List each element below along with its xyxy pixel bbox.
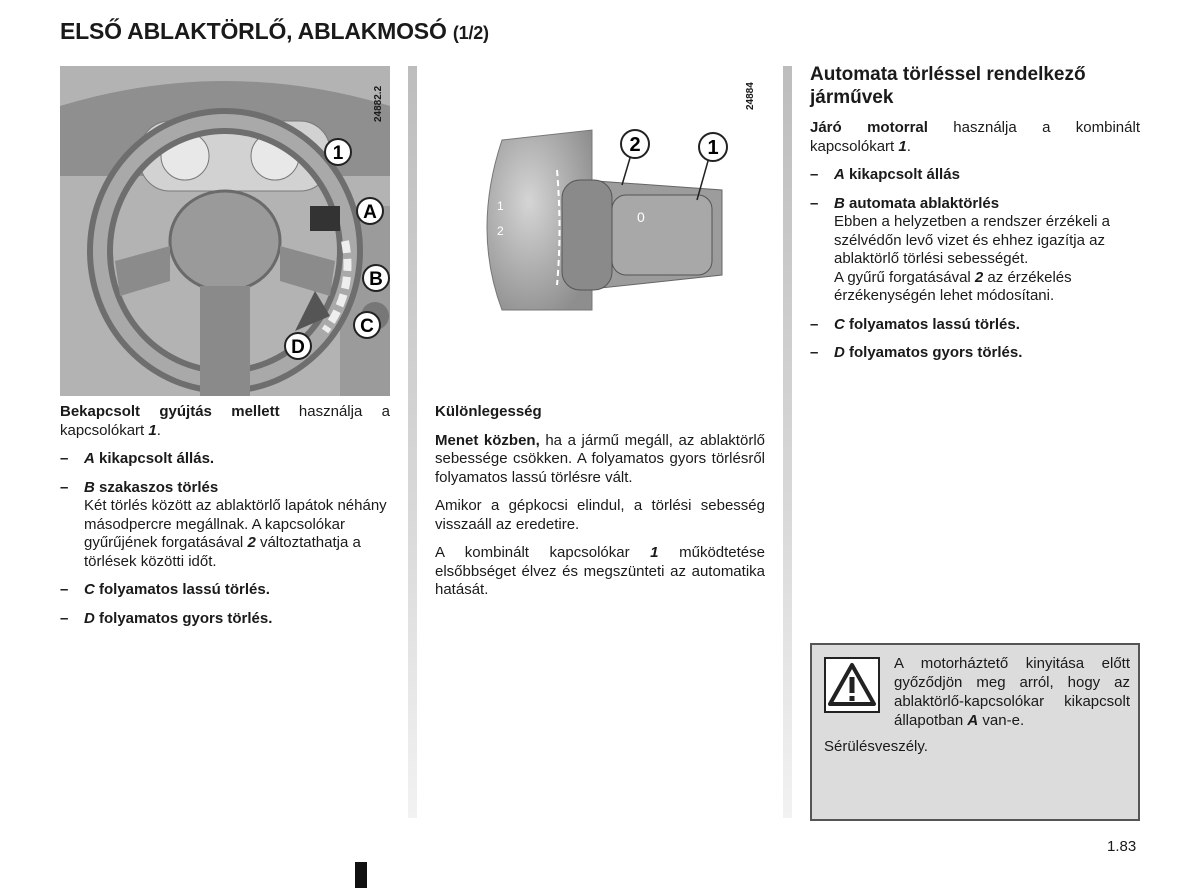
right-heading: Automata törléssel rendelkező járművek [810,64,1086,108]
stalk-mark-0: 0 [637,209,645,225]
svg-text:D: D [291,337,305,358]
wiper-stalk-illustration [432,110,752,330]
middle-p1: Menet közben, ha a jármű megáll, az ablaktörlő sebessége csökken. A folyamatos gyors törlésről folyamatos lassú törlésre vált. [435,431,765,486]
svg-text:1: 1 [332,143,344,164]
middle-heading: Különlegesség [435,403,542,420]
steering-wheel-drawing [60,66,390,396]
page-edge-marker [355,862,367,888]
svg-text:1: 1 [707,137,719,159]
figure-code-left: 24882.2 [373,85,384,122]
stalk-mark-2: 2 [497,224,504,238]
left-item-d: – D folyamatos gyors törlés. [60,609,273,627]
left-column [60,403,390,638]
right-item-b: – B automata ablaktörlés Ebben a helyzetben a rendszer érzékeli a szélvédőn levő vizet és ehhez igazítja az ablaktörlő törlési sebességét. A gyűrű forgatásával 2 az érzékelés érzékenységén lehet módosítani. [810,194,1111,304]
right-item-d: – D folyamatos gyors törlés. [810,344,1023,361]
title-main: ELSŐ ABLAKTÖRLŐ, ABLAKMOSÓ [60,18,447,44]
warning-box [810,643,1140,821]
figure-code-middle: 24884 [745,82,756,110]
left-item-a: – A kikapcsolt állás. [60,450,215,467]
right-intro: Járó motorral használja a kombinált kapcsolókart 1. [810,119,1140,155]
column-divider-right [783,66,792,818]
right-item-c: – C folyamatos lassú törlés. [810,315,1020,333]
svg-text:C: C [360,316,374,337]
left-intro: Bekapcsolt gyújtás mellett használja a kapcsolókart 1. [60,403,390,439]
warning-footer: Sérülésveszély. [824,738,928,755]
svg-text:B: B [369,269,383,290]
page-title [60,18,489,45]
middle-column [435,403,765,610]
title-suffix: (1/2) [452,23,489,43]
steering-wheel-illustration [60,66,390,396]
warning-text: A motorháztető kinyitása előtt győződjön meg arról, hogy az ablaktörlő-kapcsolókar kikapcsolt állapotban A van-e. [894,655,1130,729]
right-column [810,63,1140,373]
svg-text:A: A [363,202,377,223]
left-item-c: – C folyamatos lassú törlés. [60,581,270,598]
column-divider-left [408,66,417,818]
svg-text:2: 2 [629,134,641,156]
page-number: 1.83 [1107,838,1137,855]
right-item-a: – A kikapcsolt állás [810,166,960,183]
stalk-mark-1: 1 [497,199,504,213]
warning-triangle-icon [824,657,880,713]
middle-p2: Amikor a gépkocsi elindul, a törlési sebesség visszaáll az eredetire. [435,497,765,533]
left-item-b: – B szakaszos törlés Két törlés között az ablaktörlő lapátok néhány másodpercre megállnak. A kapcsolókar gyűrűjének forgatásával 2 változtathatja a törlések közötti időt. [60,478,387,570]
middle-p3: A kombinált kapcsolókar 1 működtetése elsőbbséget élvez és megszünteti az automatika hatását. [435,544,765,598]
